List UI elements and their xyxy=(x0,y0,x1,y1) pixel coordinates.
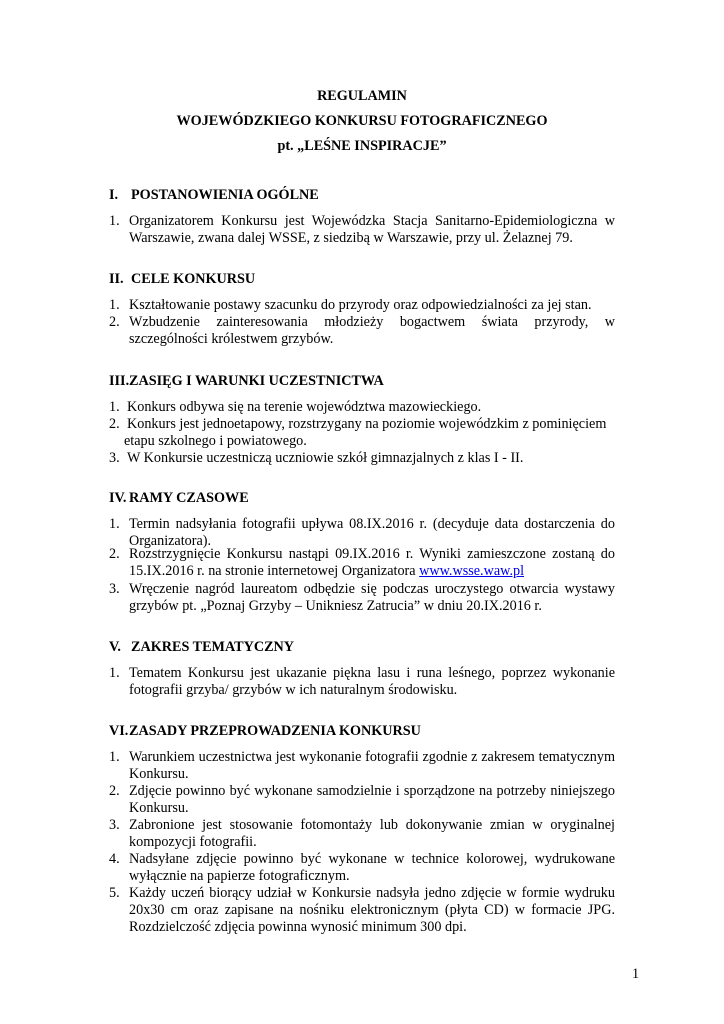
list-item xyxy=(109,399,615,416)
item-text: Nadsyłane zdjęcie powinno być wykonane w technice kolorowej, wydrukowane wyłącznie na papierze fotograficznym. xyxy=(129,851,615,884)
section-number: IV. xyxy=(109,490,127,506)
item-text: Tematem Konkursu jest ukazanie piękna lasu i runa leśnego, poprzez wykonanie fotografii grzyba/ grzybów w ich naturalnym środowisku. xyxy=(129,665,615,698)
item-number: 1. xyxy=(109,213,120,229)
section-number: III. xyxy=(109,373,130,389)
item-number: 3. xyxy=(109,817,120,833)
item-number: 2. xyxy=(109,314,120,330)
list-item xyxy=(109,546,615,580)
item-number: 2. xyxy=(109,416,120,432)
section-title: POSTANOWIENIA OGÓLNE xyxy=(131,187,319,203)
page-number: 1 xyxy=(632,966,640,982)
item-text: Warunkiem uczestnictwa jest wykonanie fotografii zgodnie z zakresem tematycznym Konkursu. xyxy=(129,749,615,782)
section-heading xyxy=(109,187,319,204)
item-text: Organizatorem Konkursu jest Wojewódzka Stacja Sanitarno-Epidemiologiczna w Warszawie, zwana dalej WSSE, z siedzibą w Warszawie, przy ul. Żelaznej 79. xyxy=(129,213,615,246)
section-title: ZASIĘG I WARUNKI UCZESTNICTWA xyxy=(129,373,384,389)
list-item xyxy=(109,749,615,783)
item-text: Konkurs jest jednoetapowy, rozstrzygany na poziomie wojewódzkim z pominięciem xyxy=(127,416,607,432)
organizer-website-link[interactable]: www.wsse.waw.pl xyxy=(419,563,525,579)
item-text: Konkurs odbywa się na terenie województwa mazowieckiego. xyxy=(127,399,482,415)
section-title: CELE KONKURSU xyxy=(131,271,256,287)
item-text: Termin nadsyłania fotografii upływa 08.IX.2016 r. (decyduje data dostarczenia do Organizatora). xyxy=(129,516,615,549)
doc-title-line-1: REGULAMIN xyxy=(317,88,407,104)
section-number: II. xyxy=(109,271,124,287)
item-number: 1. xyxy=(109,399,120,415)
list-item xyxy=(109,297,615,314)
item-number: 1. xyxy=(109,665,120,681)
item-text: Wręczenie nagród laureatom odbędzie się podczas uroczystego otwarcia wystawy grzybów pt. „Poznaj Grzyby – Unikniesz Zatrucia” w dniu 20.IX.2016 r. xyxy=(129,581,615,614)
section-number: VI. xyxy=(109,723,129,739)
list-item xyxy=(109,450,615,467)
item-number: 1. xyxy=(109,516,120,532)
list-item xyxy=(109,314,615,348)
section-heading xyxy=(109,490,249,507)
list-item xyxy=(109,851,615,885)
item-text: Rozstrzygnięcie Konkursu nastąpi 09.IX.2016 r. Wyniki zamieszczone zostaną do 15.IX.2016 r. na stronie internetowej Organizatora xyxy=(129,546,615,579)
section-number: V. xyxy=(109,639,121,655)
list-item xyxy=(109,581,615,615)
doc-title-line-3: pt. „LEŚNE INSPIRACJE” xyxy=(277,138,447,154)
item-number: 5. xyxy=(109,885,120,901)
item-text: Zdjęcie powinno być wykonane samodzielnie i sporządzone na potrzeby niniejszego Konkursu. xyxy=(129,783,615,816)
item-number: 2. xyxy=(109,783,120,799)
list-item xyxy=(109,516,615,550)
item-number: 1. xyxy=(109,297,120,313)
section-title: ZASADY PRZEPROWADZENIA KONKURSU xyxy=(129,723,421,739)
section-heading xyxy=(109,723,421,740)
item-number: 2. xyxy=(109,546,120,562)
list-item xyxy=(109,213,615,247)
item-number: 1. xyxy=(109,749,120,765)
doc-title-line-2: WOJEWÓDZKIEGO KONKURSU FOTOGRAFICZNEGO xyxy=(176,113,548,129)
item-text-continuation: etapu szkolnego i powiatowego. xyxy=(124,433,307,449)
item-number: 3. xyxy=(109,450,120,466)
list-item xyxy=(109,665,615,699)
item-number: 3. xyxy=(109,581,120,597)
list-item xyxy=(109,416,615,450)
item-text: Wzbudzenie zainteresowania młodzieży bogactwem świata przyrody, w szczególności królestwem grzybów. xyxy=(129,314,615,347)
list-item xyxy=(109,817,615,851)
list-item xyxy=(109,783,615,817)
item-text: Kształtowanie postawy szacunku do przyrody oraz odpowiedzialności za jej stan. xyxy=(129,297,592,313)
section-heading xyxy=(109,373,384,390)
item-text: Zabronione jest stosowanie fotomontaży lub dokonywanie zmian w oryginalnej kompozycji fotografii. xyxy=(129,817,615,850)
section-heading xyxy=(109,639,294,656)
section-title: RAMY CZASOWE xyxy=(129,490,249,506)
section-title: ZAKRES TEMATYCZNY xyxy=(131,639,295,655)
section-number: I. xyxy=(109,187,119,203)
section-heading xyxy=(109,271,255,288)
item-text: W Konkursie uczestniczą uczniowie szkół gimnazjalnych z klas I - II. xyxy=(127,450,524,466)
item-text: Każdy uczeń biorący udział w Konkursie nadsyła jedno zdjęcie w formie wydruku 20x30 cm oraz zapisane na nośniku elektronicznym (płyta CD) w formacie JPG. Rozdzielczość zdjęcia powinna wynosić minimum 300 dpi. xyxy=(129,885,615,935)
item-number: 4. xyxy=(109,851,120,867)
list-item xyxy=(109,885,615,936)
